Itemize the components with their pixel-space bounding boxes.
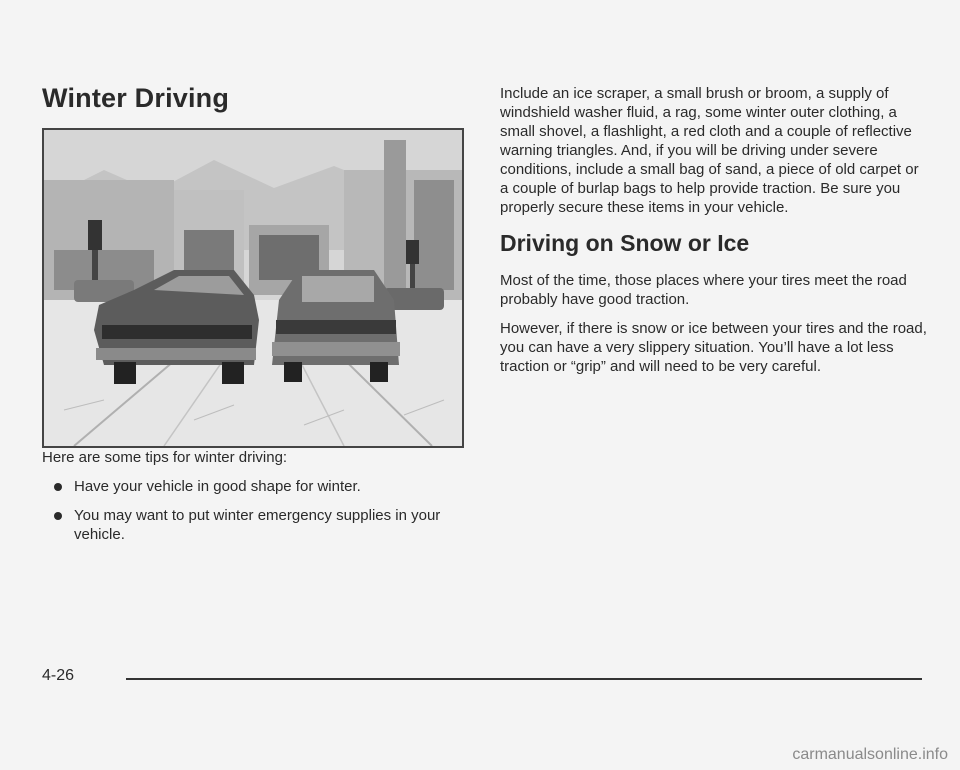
winter-street-drawing: [44, 130, 462, 446]
list-item: [42, 506, 470, 544]
tips-intro: Here are some tips for winter driving:: [42, 449, 288, 466]
slippery-paragraph: However, if there is snow or ice between your tires and the road, you can have a very slippery situation. You’ll have a lot less traction or “grip” and will need to be very careful.: [500, 320, 927, 375]
bullet-icon: [54, 512, 62, 520]
site-watermark: carmanualsonline.info: [792, 746, 948, 763]
traction-paragraph: Most of the time, those places where your tires meet the road probably have good traction.: [500, 272, 907, 308]
winter-driving-illustration: [42, 128, 464, 448]
page-number: 4-26: [42, 667, 75, 684]
section-title: Winter Driving: [42, 83, 230, 113]
supplies-paragraph: Include an ice scraper, a small brush or broom, a supply of windshield washer fluid, a rag, some winter outer clothing, a small shovel, a flashlight, a red cloth and a couple of reflective warning triangles. And, if you will be driving under severe conditions, include a small bag of sand, a piece of old carpet or a couple of burlap bags to help provide traction. Be sure you properly secure these items in your vehicle.: [500, 85, 919, 216]
bullet-icon: [54, 483, 62, 491]
list-item: [42, 477, 470, 496]
tip-text: You may want to put winter emergency supplies in your vehicle.: [74, 507, 441, 543]
tip-text: Have your vehicle in good shape for winter.: [74, 478, 361, 495]
left-column: [42, 82, 470, 554]
right-column: [500, 84, 930, 386]
subsection-title: Driving on Snow or Ice: [500, 230, 750, 256]
footer-divider: [126, 678, 922, 680]
tips-list: [42, 477, 470, 544]
page-footer: [42, 666, 922, 686]
